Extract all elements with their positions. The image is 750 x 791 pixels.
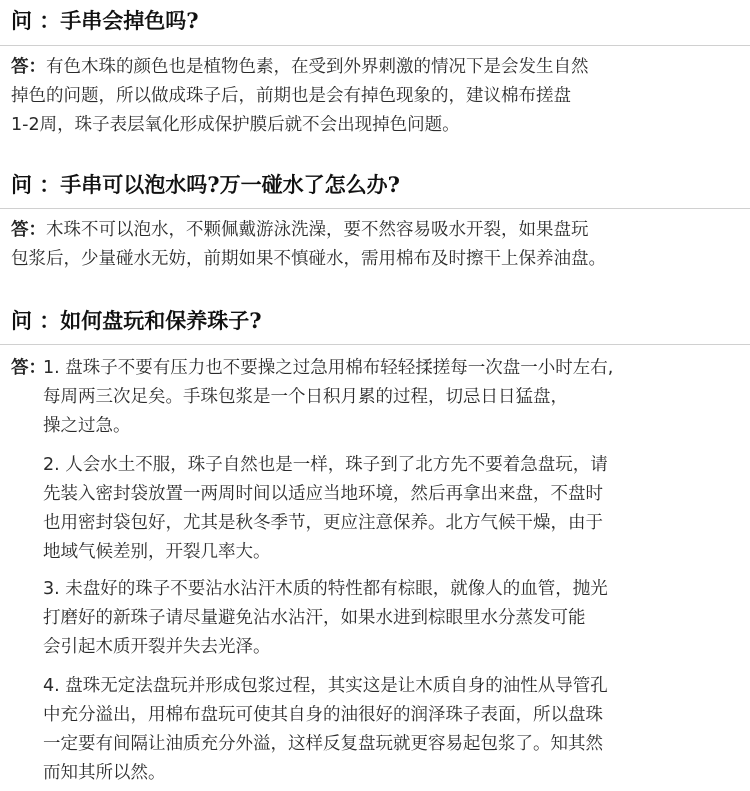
answer-3-item-2 xyxy=(43,451,743,567)
item-4-line-4: 而知其所以然。 xyxy=(43,763,166,783)
divider-3 xyxy=(0,344,750,345)
answer-1-text-1: 有色木珠的颜色也是植物色素，在受到外界刺激的情况下是会发生自然 xyxy=(46,57,589,77)
question-3: 问 ：如何盘玩和保养珠子? xyxy=(11,308,262,333)
answer-3-item-3 xyxy=(43,575,743,662)
item-1-line-2: 每周两三次足矣。手珠包浆是一个日积月累的过程，切忌日日猛盘， xyxy=(43,387,568,407)
answer-1-line-3: 1-2周，珠子表层氧化形成保护膜后就不会出现掉色问题。 xyxy=(11,115,460,135)
answer-2-text-1: 木珠不可以泡水，不颗佩戴游泳洗澡，要不然容易吸水开裂，如果盘玩 xyxy=(46,220,589,240)
question-1: 问 ：手串会掉色吗? xyxy=(11,8,199,33)
item-3-line-3: 会引起木质开裂并失去光泽。 xyxy=(43,637,271,657)
item-3-line-1: 3. 未盘好的珠子不要沾水沾汗木质的特性都有棕眼，就像人的血管，抛光 xyxy=(43,579,608,599)
answer-2 xyxy=(11,216,747,274)
answer-1 xyxy=(11,53,747,140)
item-1-line-1: 1. 盘珠子不要有压力也不要操之过急用棉布轻轻揉搓每一次盘一小时左右, xyxy=(43,358,614,378)
question-2: 问 ：手串可以泡水吗?万一碰水了怎么办? xyxy=(11,172,400,197)
answer-1-label: 答： xyxy=(11,57,46,77)
item-4-line-2: 中充分溢出，用棉布盘玩可使其自身的油很好的润泽珠子表面，所以盘珠 xyxy=(43,705,603,725)
divider-2 xyxy=(0,208,750,209)
answer-2-line-1 xyxy=(11,216,747,245)
divider-1 xyxy=(0,45,750,46)
item-2-line-4: 地域气候差别，开裂几率大。 xyxy=(43,542,271,562)
answer-3-label: 答： xyxy=(11,358,46,378)
answer-2-label: 答： xyxy=(11,220,46,240)
answer-1-line-1 xyxy=(11,53,747,82)
answer-2-line-2: 包浆后，少量碰水无妨，前期如果不慎碰水，需用棉布及时擦干上保养油盘。 xyxy=(11,249,606,269)
answer-3-item-1 xyxy=(43,354,743,441)
answer-1-line-2: 掉色的问题，所以做成珠子后，前期也是会有掉色现象的，建议棉布搓盘 xyxy=(11,86,571,106)
item-4-line-1: 4. 盘珠无定法盘玩并形成包浆过程，其实这是让木质自身的油性从导管孔 xyxy=(43,676,608,696)
item-2-line-2: 先装入密封袋放置一两周时间以适应当地环境，然后再拿出来盘，不盘时 xyxy=(43,484,603,504)
item-2-line-1: 2. 人会水土不服，珠子自然也是一样，珠子到了北方先不要着急盘玩，请 xyxy=(43,455,608,475)
item-2-line-3: 也用密封袋包好，尤其是秋冬季节，更应注意保养。北方气候干燥，由于 xyxy=(43,513,603,533)
item-4-line-3: 一定要有间隔让油质充分外溢，这样反复盘玩就更容易起包浆了。知其然 xyxy=(43,734,603,754)
answer-3-item-4 xyxy=(43,672,743,788)
item-3-line-2: 打磨好的新珠子请尽量避免沾水沾汗，如果水进到棕眼里水分蒸发可能 xyxy=(43,608,586,628)
item-1-line-3: 操之过急。 xyxy=(43,416,131,436)
